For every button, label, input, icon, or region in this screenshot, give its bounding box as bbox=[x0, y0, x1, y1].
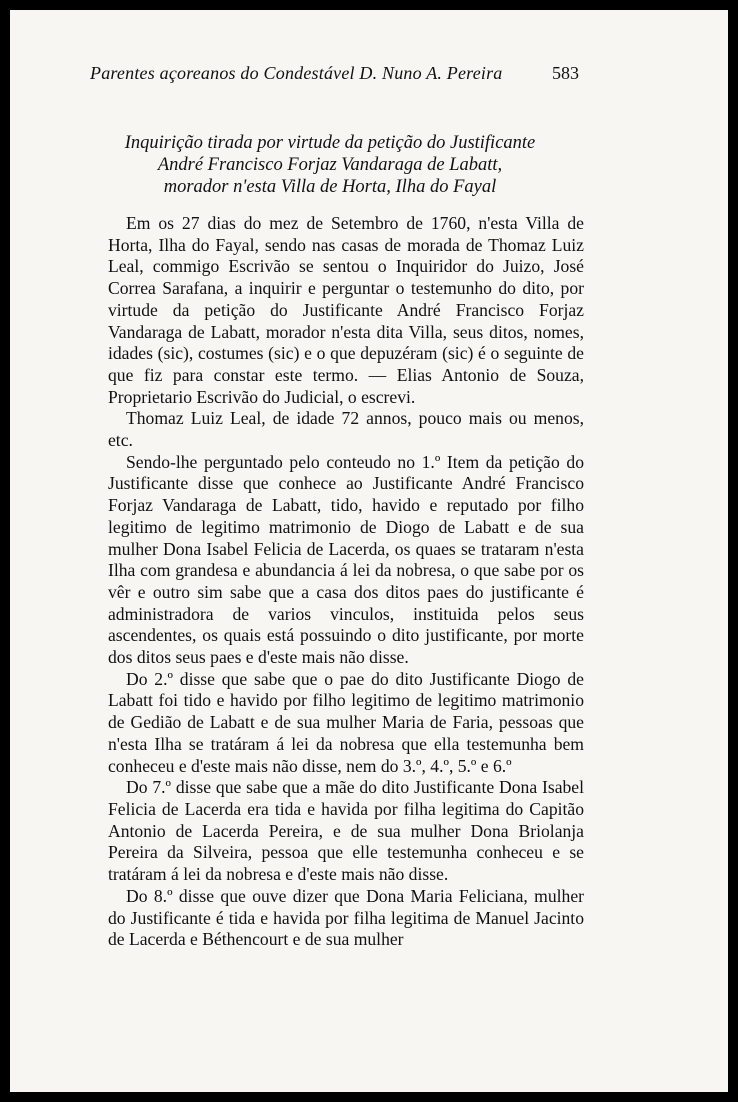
paragraph: Thomaz Luiz Leal, de idade 72 annos, pouco mais ou menos, etc. bbox=[108, 408, 584, 451]
running-header bbox=[90, 63, 579, 84]
running-title: Parentes açoreanos do Condestável D. Nuno A. Pereira bbox=[90, 63, 503, 83]
paragraph: Sendo-lhe perguntado pelo conteudo no 1.º Item da petição do Justificante disse que conhece ao Justificante André Francisco Forjaz Vandaraga de Labatt, tido, havido e reputado por filho legitimo de legitimo matrimonio de Diogo de Labatt e de sua mulher Dona Isabel Felicia de Lacerda, os quaes se trataram n'esta Ilha com grandesa e abundancia á lei da nobresa, o que sabe por os vêr e outro sim sabe que a casa dos ditos paes do justificante é administradora de varios vinculos, instituida pelos seus ascendentes, os quais está possuindo o dito justificante, por morte dos ditos seus paes e d'este mais não disse. bbox=[108, 451, 584, 668]
paragraph: Do 2.º disse que sabe que o pae do dito Justificante Diogo de Labatt foi tido e havido por filho legitimo de legitimo matrimonio de Gedião de Labatt e de sua mulher Maria de Faria, pessoas que n'esta Ilha se tratáram á lei da nobresa que ella testemunha bem conheceu e d'este mais não disse, nem do 3.º, 4.º, 5.º e 6.º bbox=[108, 668, 584, 776]
heading-line: Inquirição tirada por virtude da petição do Justificante bbox=[124, 133, 536, 153]
section-heading bbox=[106, 132, 554, 198]
heading-line: morador n'esta Villa de Horta, Ilha do Fayal bbox=[163, 177, 497, 197]
heading-line: André Francisco Forjaz Vandaraga de Labatt, bbox=[157, 155, 503, 175]
paragraph: Em os 27 dias do mez de Setembro de 1760, n'esta Villa de Horta, Ilha do Fayal, sendo nas casas de morada de Thomaz Luiz Leal, commigo Escrivão se sentou o Inquiridor do Juizo, José Correa Sarafana, a inquirir e perguntar o testemunho do dito, por virtude da petição do Justificante André Francisco Forjaz Vandaraga de Labatt, morador n'esta dita Villa, seus ditos, nomes, idades (sic), costumes (sic) e o que depuzéram (sic) é o seguinte de que fiz para constar este termo. — Elias Antonio de Souza, Proprietario Escrivão do Judicial, o escrevi. bbox=[108, 213, 584, 407]
document-page bbox=[10, 10, 728, 1092]
paragraph: Do 7.º disse que sabe que a mãe do dito Justificante Dona Isabel Felicia de Lacerda era tida e havida por filha legitima do Capitão Antonio de Lacerda Pereira, e de sua mulher Dona Briolanja Pereira da Silveira, pessoa que elle testemunha conheceu e se tratáram á lei da nobresa e d'este mais não disse. bbox=[108, 777, 584, 885]
page-number: 583 bbox=[552, 63, 579, 83]
paragraph: Do 8.º disse que ouve dizer que Dona Maria Feliciana, mulher do Justificante é tida e havida por filha legitima de Manuel Jacinto de Lacerda e Béthencourt e de sua mulher bbox=[108, 885, 584, 950]
body-text bbox=[108, 213, 584, 951]
